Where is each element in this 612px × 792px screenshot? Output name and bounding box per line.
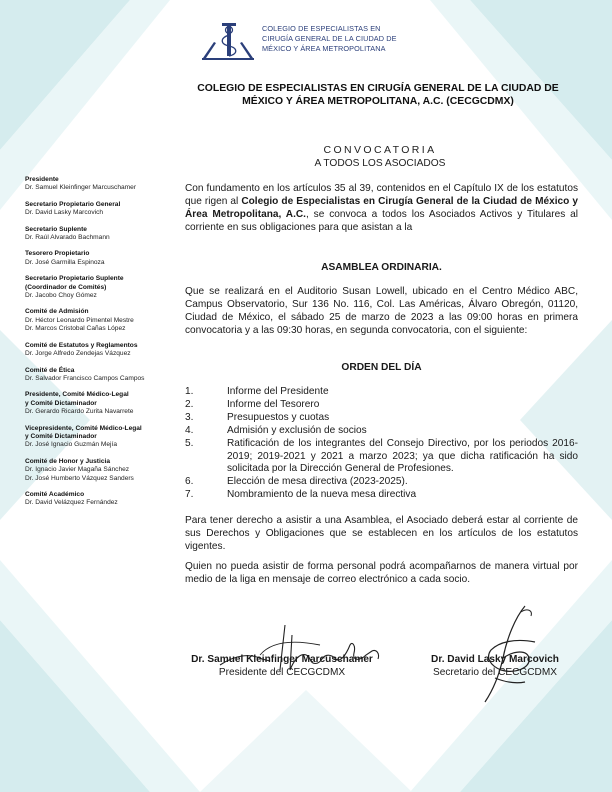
agenda-item: [185, 425, 578, 438]
intro-text-start: Con fundamento en los artículos 35 al 39, contenidos en el Capítulo IX de los estatutos que rigen al: [185, 183, 578, 207]
directory-role: Tesorero Propietario: [25, 250, 90, 258]
organization-title: [168, 82, 588, 108]
directory-name: Dr. David Lasky Marcovich: [25, 209, 104, 217]
directory-name: Dr. José Garmilla Espinoza: [25, 258, 105, 266]
directory-entry: [25, 491, 185, 508]
intro-text-end: , se convoca a todos los Asociados Activos y Titulares al corriente en sus obligaciones para que asistan a la: [185, 208, 579, 233]
agenda-list: [185, 386, 578, 502]
agenda-text: Nombramiento de la nueva mesa directiva: [227, 489, 417, 501]
rights-paragraph: Para tener derecho a asistir a una Asamblea, el Asociado deberá estar al corriente de sus Derechos y Obligaciones que se establecen en los artículos de los estatutos vigentes.: [185, 515, 578, 552]
directory-name: Dr. José Ignacio Guzmán Mejía: [25, 441, 117, 449]
agenda-heading: ORDEN DEL DÍA: [341, 362, 422, 373]
directory-role: Comité de Honor y Justicia: [25, 457, 111, 465]
directory-name: Dr. José Humberto Vázquez Sanders: [25, 474, 134, 482]
directory-role: Secretario Propietario Suplente: [25, 275, 124, 283]
secretary-signature: [455, 598, 555, 708]
directory-entry: [25, 367, 185, 384]
agenda-number: 6.: [185, 476, 194, 488]
directory-entry: [25, 226, 185, 243]
secretary-name: Dr. David Lasky Marcovich: [431, 654, 559, 665]
board-directory: [25, 176, 185, 516]
agenda-text: Admisión y exclusión de socios: [227, 424, 367, 436]
agenda-text: Elección de mesa directiva (2023-2025).: [227, 476, 408, 488]
directory-role: Comité de Estatutos y Reglamentos: [25, 341, 138, 349]
agenda-item: [185, 386, 578, 399]
president-title: Presidente del CECGCDMX: [218, 666, 346, 678]
agenda-item: [185, 438, 578, 477]
asamblea-heading: ASAMBLEA ORDINARIA.: [321, 262, 442, 273]
college-logo: [200, 22, 397, 62]
directory-role: Comité Académico: [25, 490, 85, 498]
org-title-line-1: COLEGIO DE ESPECIALISTAS EN CIRUGÍA GENERAL DE LA CIUDAD DE: [197, 83, 559, 94]
directory-role-line-2: (Coordinador de Comités): [25, 283, 107, 291]
directory-name: Dr. Jorge Alfredo Zendejas Vázquez: [25, 350, 131, 358]
president-signature-block: [172, 654, 392, 679]
directory-entry: [25, 391, 185, 416]
directory-role-line-2: y Comité Dictaminador: [25, 432, 97, 440]
directory-role-line-2: y Comité Dictaminador: [25, 399, 97, 407]
intro-paragraph: [185, 183, 578, 235]
secretary-title: Secretario del CECGCDMX: [433, 666, 557, 678]
directory-role: Secretario Suplente: [25, 225, 87, 233]
directory-role: Comité de Ética: [25, 366, 75, 374]
directory-name: Dr. Marcos Cristobal Cañas López: [25, 325, 126, 333]
directory-entry: [25, 342, 185, 359]
org-title-line-2: MÉXICO Y ÁREA METROPOLITANA, A.C. (CECGCDMX): [242, 96, 514, 107]
directory-name: Dr. Héctor Leonardo Pimentel Mestre: [25, 316, 134, 324]
convocatoria-subtitle: A TODOS LOS ASOCIADOS: [314, 158, 446, 169]
directory-entry: [25, 176, 185, 193]
logo-line-3: MÉXICO Y ÁREA METROPOLITANA: [262, 44, 386, 53]
directory-entry: [25, 201, 185, 218]
agenda-number: 4.: [185, 424, 194, 436]
agenda-text: Informe del Tesorero: [227, 398, 320, 410]
directory-name: Dr. Gerardo Ricardo Zurita Navarrete: [25, 408, 134, 416]
directory-name: Dr. Ignacio Javier Magaña Sánchez: [25, 466, 130, 474]
agenda-item: [185, 412, 578, 425]
directory-name: Dr. Samuel Kleinfinger Marcuschamer: [25, 184, 137, 192]
agenda-item: [185, 489, 578, 502]
directory-name: Dr. David Velázquez Fernández: [25, 499, 118, 507]
agenda-text: Presupuestos y cuotas: [227, 411, 330, 423]
directory-entry: [25, 308, 185, 333]
agenda-number: 3.: [185, 411, 194, 423]
directory-entry: [25, 275, 185, 300]
directory-role: Presidente, Comité Médico-Legal: [25, 391, 129, 399]
convocatoria-title: CONVOCATORIA: [323, 144, 437, 156]
agenda-number: 7.: [185, 489, 194, 501]
logo-line-1: COLEGIO DE ESPECIALISTAS EN: [262, 24, 381, 33]
directory-entry: [25, 425, 185, 450]
agenda-text: Informe del Presidente: [227, 386, 329, 397]
agenda-text: Ratificación de los integrantes del Consejo Directivo, por los periodos 2016-2019; 2019-2021 y 2021 a marzo 2023; ya que dicha ratificación ha sido solicitada por la Dirección General de Profesiones.: [227, 437, 578, 475]
directory-name: Dr. Jacobo Choy Gómez: [25, 292, 97, 300]
surgery-emblem-icon: [200, 22, 256, 62]
logo-wordmark: [262, 24, 402, 54]
agenda-number: 1.: [185, 386, 194, 397]
directory-role: Vicepresidente, Comité Médico-Legal: [25, 424, 142, 432]
venue-paragraph: Que se realizará en el Auditorio Susan Lowell, ubicado en el Centro Médico ABC, Campus Observatorio, Sur 136 No. 116, Col. Las Américas, Álvaro Obregón, 01120, Ciudad de México, el sábado 25 de marzo de 2023 a las 09:00 horas en primera convocatoria y a las 09:30 horas, en segunda convocatoria, con el siguiente:: [185, 286, 578, 336]
directory-entry: [25, 250, 185, 267]
agenda-number: 2.: [185, 398, 194, 410]
president-name: Dr. Samuel Kleinfinger Marcuschamer: [191, 654, 373, 665]
secretary-signature-block: [410, 654, 580, 679]
directory-role: Comité de Admisión: [25, 308, 89, 316]
directory-name: Dr. Raúl Alvarado Bachmann: [25, 234, 110, 242]
logo-line-2: CIRUGÍA GENERAL DE LA CIUDAD DE: [262, 34, 397, 43]
agenda-item: [185, 476, 578, 489]
intro-text-bold: Colegio de Especialistas en Cirugía General de la Ciudad de México y Área Metropolitana, A.C.: [185, 195, 578, 220]
directory-role: Presidente: [25, 176, 59, 183]
directory-role: Secretario Propietario General: [25, 200, 121, 208]
agenda-number: 5.: [185, 437, 194, 449]
directory-entry: [25, 458, 185, 483]
virtual-attendance-paragraph: Quien no pueda asistir de forma personal podrá acompañarnos de manera virtual por medio de la liga en mensaje de correo electrónico a cada socio.: [185, 561, 578, 585]
directory-name: Dr. Salvador Francisco Campos Campos: [25, 374, 145, 382]
agenda-item: [185, 399, 578, 412]
